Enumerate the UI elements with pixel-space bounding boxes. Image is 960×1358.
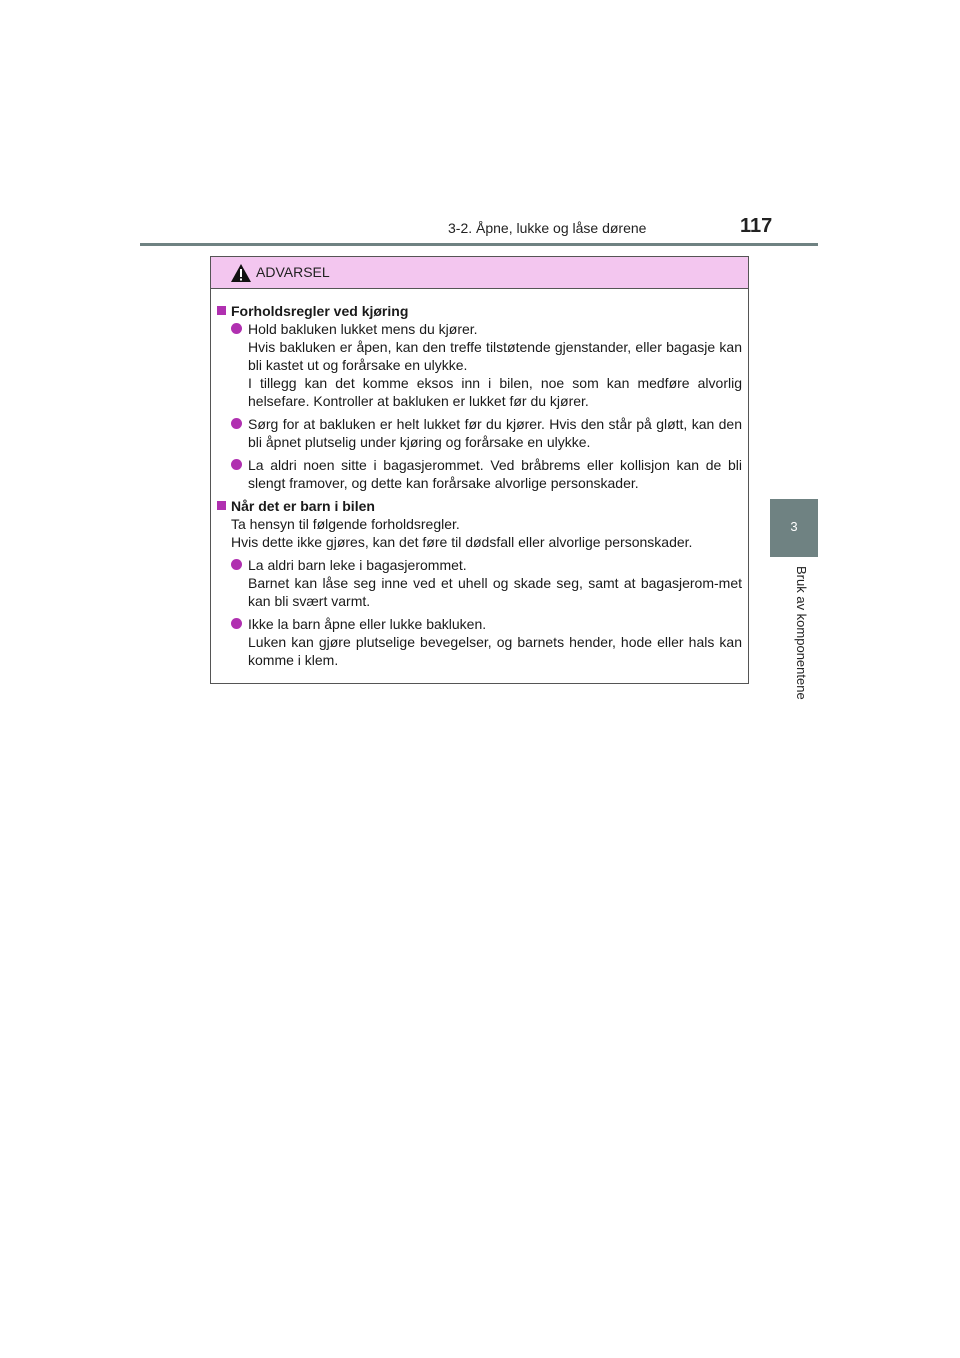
list-item (217, 456, 742, 492)
bullet-line: Barnet kan låse seg inne ved et uhell og skade seg, samt at bagasjerom-met kan bli svært varmt. (248, 575, 742, 609)
round-bullet-icon (231, 618, 242, 629)
bullet-line: La aldri barn leke i bagasjerommet. (248, 557, 467, 573)
page-number: 117 (740, 215, 773, 237)
bullet-line: I tillegg kan det komme eksos inn i bilen, noe som kan medføre alvorlig helsefare. Kontroller at bakluken er lukket før du kjører. (248, 375, 742, 409)
list-item (217, 320, 742, 410)
section-heading-text: Forholdsregler ved kjøring (231, 303, 409, 319)
warning-section (217, 302, 742, 492)
chapter-label: Bruk av komponentene (794, 566, 809, 700)
list-item (217, 556, 742, 610)
warning-section (217, 497, 742, 669)
section-intro (217, 515, 742, 551)
warning-header (211, 257, 748, 289)
square-bullet-icon (217, 306, 226, 315)
warning-box (210, 256, 749, 684)
round-bullet-icon (231, 323, 242, 334)
warning-body (211, 289, 748, 669)
bullet-line: Ikke la barn åpne eller lukke bakluken. (248, 616, 487, 632)
section-heading-text: Når det er barn i bilen (231, 498, 375, 514)
intro-line: Ta hensyn til følgende forholdsregler. (231, 516, 460, 532)
section-title: 3-2. Åpne, lukke og låse dørene (448, 220, 647, 236)
bullet-line: Luken kan gjøre plutselige bevegelser, og barnets hender, hode eller hals kan komme i klem. (248, 634, 742, 668)
bullet-line: Sørg for at bakluken er helt lukket før du kjører. Hvis den står på gløtt, kan den bli åpnet plutselig under kjøring og forårsake en ulykke. (248, 416, 742, 450)
square-bullet-icon (217, 501, 226, 510)
intro-line: Hvis dette ikke gjøres, kan det føre til dødsfall eller alvorlige personskader. (231, 534, 693, 550)
chapter-number: 3 (790, 519, 798, 534)
warning-label: ADVARSEL (256, 264, 330, 280)
round-bullet-icon (231, 418, 242, 429)
round-bullet-icon (231, 459, 242, 470)
bullet-line: Hold bakluken lukket mens du kjører. (248, 321, 478, 337)
list-item (217, 415, 742, 451)
chapter-tab (770, 499, 818, 557)
bullet-line: Hvis bakluken er åpen, kan den treffe tilstøtende gjenstander, eller bagasje kan bli kastet ut og forårsake en ulykke. (248, 339, 742, 373)
round-bullet-icon (231, 559, 242, 570)
section-heading (217, 302, 742, 320)
bullet-line: La aldri noen sitte i bagasjerommet. Ved bråbrems eller kollisjon kan de bli slengt framover, og dette kan forårsake alvorlige personskader. (248, 457, 742, 491)
warning-triangle-icon (230, 263, 252, 283)
header-rule (140, 243, 818, 246)
section-heading (217, 497, 742, 515)
list-item (217, 615, 742, 669)
